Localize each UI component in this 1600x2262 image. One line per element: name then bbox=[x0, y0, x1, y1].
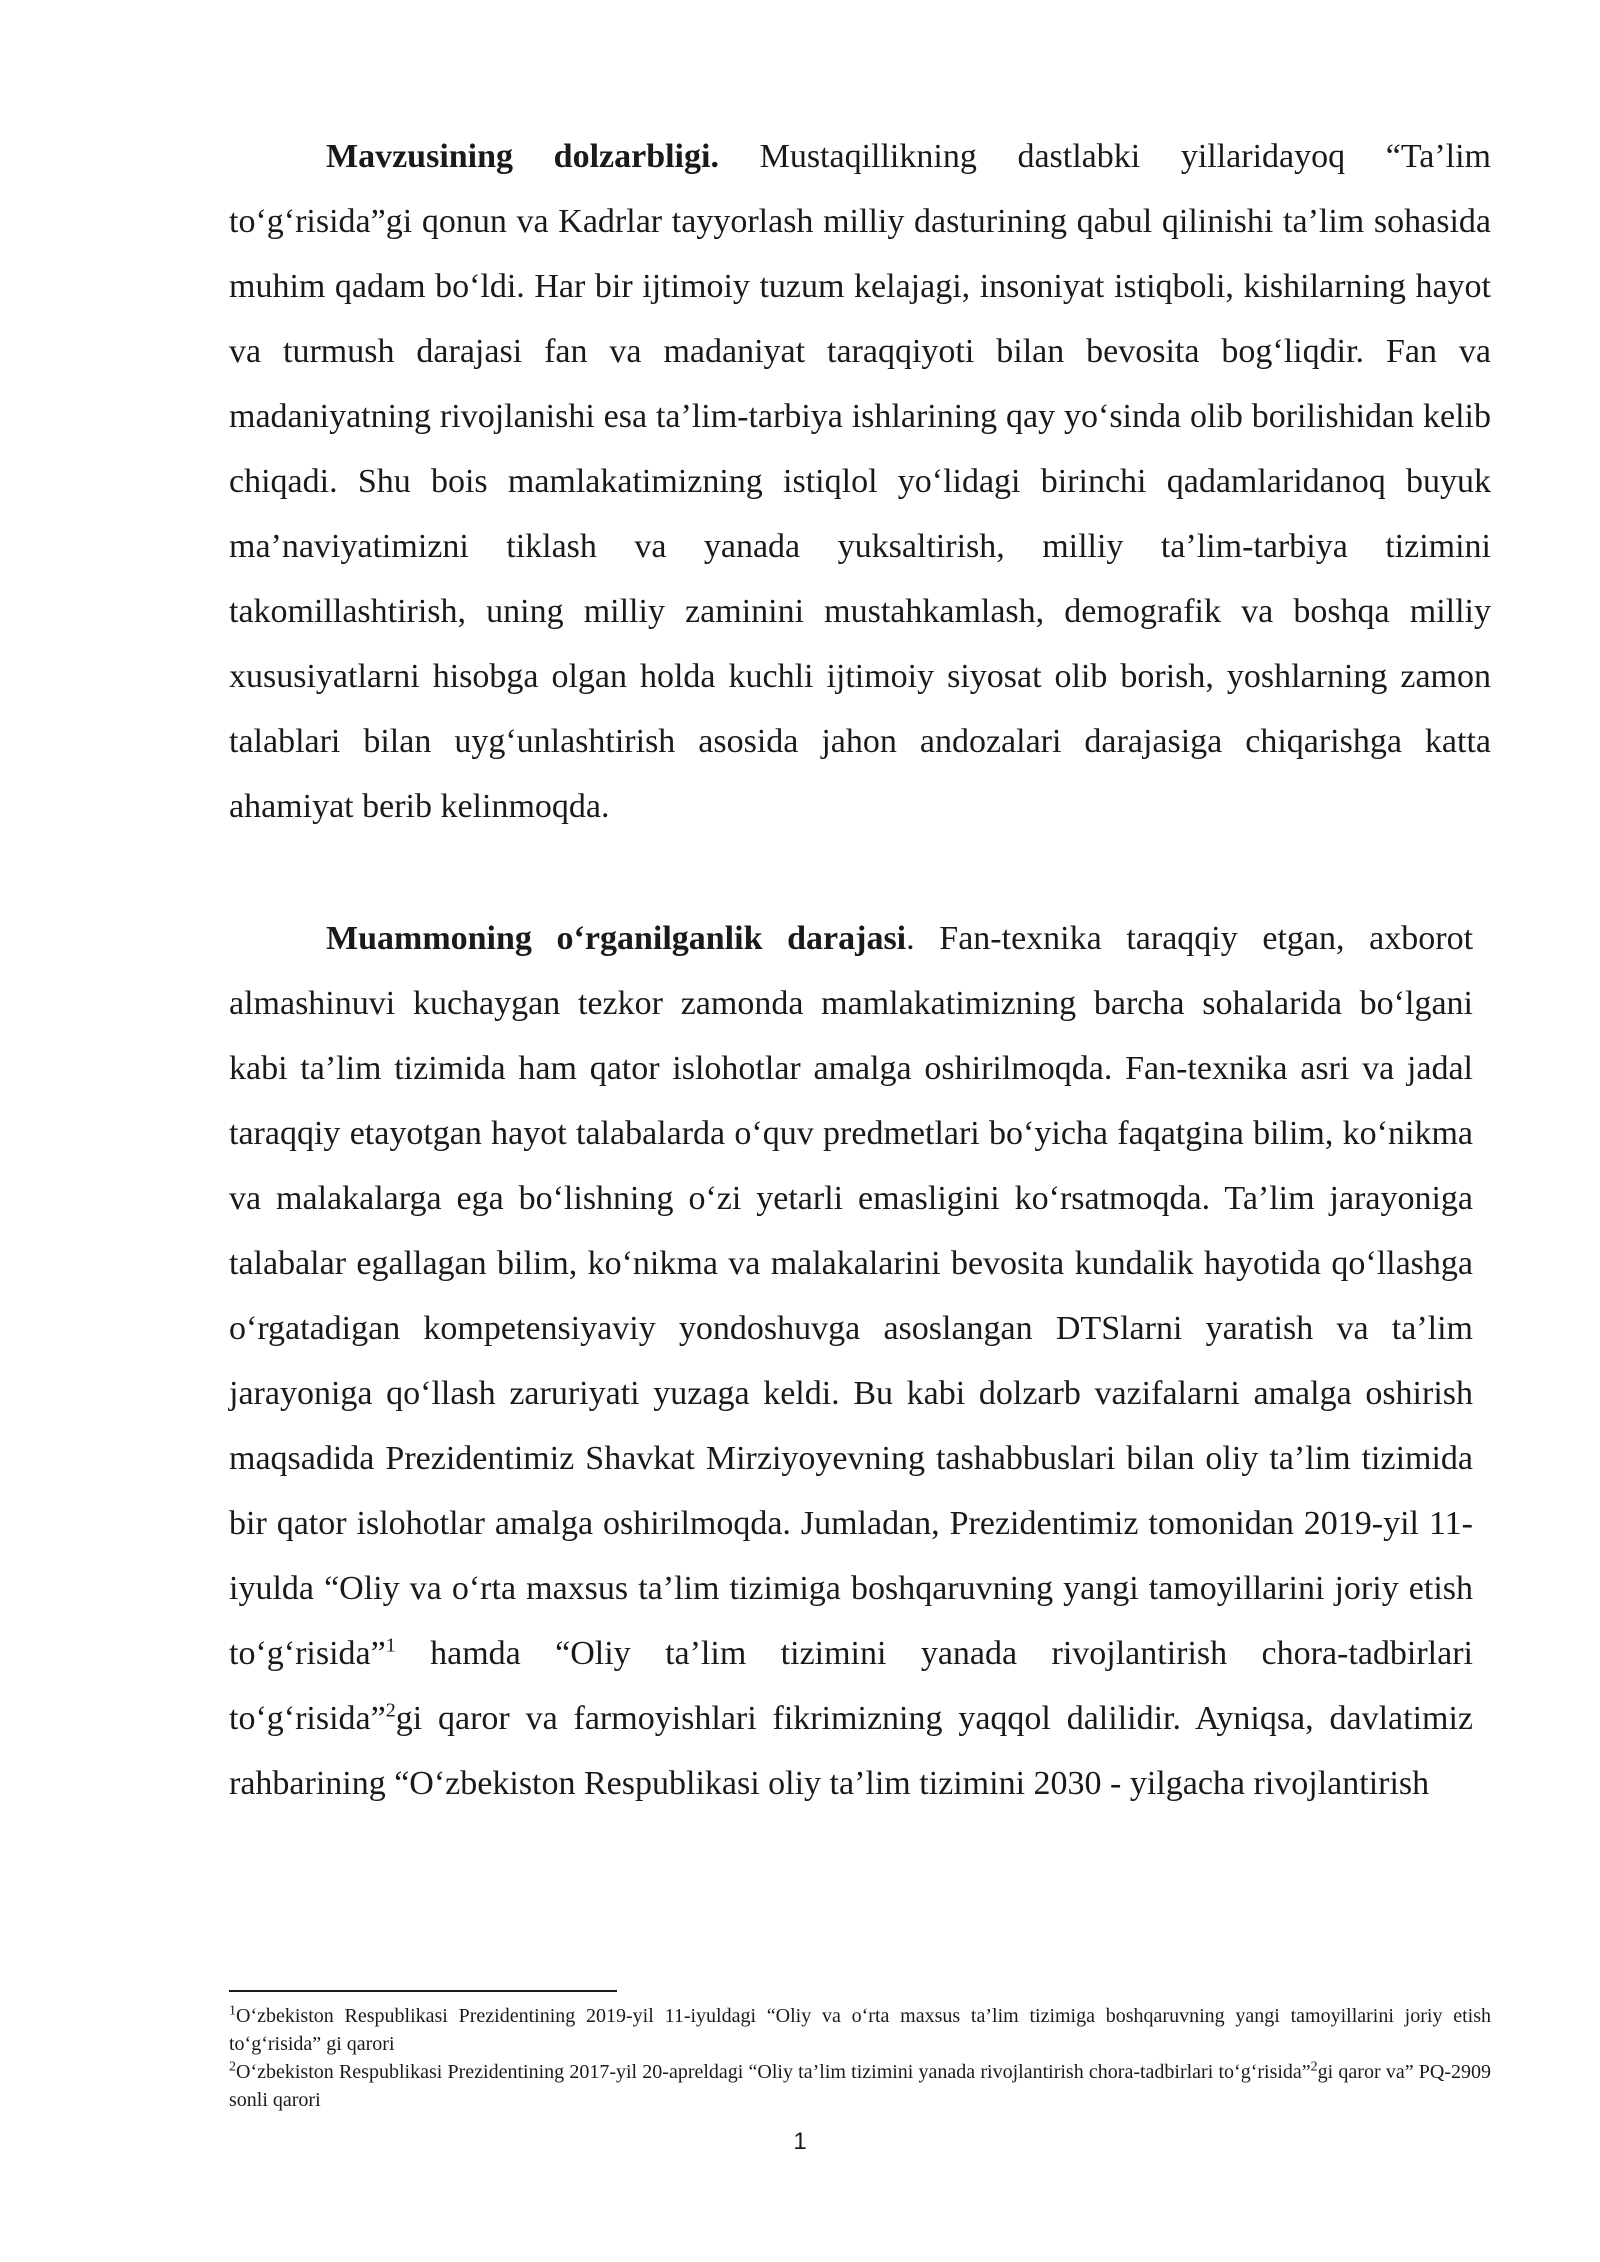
page-number: 1 bbox=[793, 2128, 807, 2155]
footnote-reference-2[interactable]: 2 bbox=[385, 1699, 396, 1722]
paragraph-relevance bbox=[229, 124, 1491, 839]
footnote-2-text-a: O‘zbekiston Respublikasi Prezidentining 2017-yil 20-apreldagi “Oliy ta’lim tizimini yanada rivojlantirish chora-tadbirlari to‘g‘risida” bbox=[236, 2061, 1311, 2083]
heading-study-level-period: . bbox=[906, 920, 915, 957]
footnote-reference-1[interactable]: 1 bbox=[385, 1634, 396, 1657]
paragraph-study-level-text-a: Fan-texnika taraqqiy etgan, axborot almashinuvi kuchaygan tezkor zamonda mamlakatimizning barcha sohalarida bo‘lgani kabi ta’lim tizimida ham qator islohotlar amalga oshirilmoqda. Fan-texnika asri va jadal taraqqiy etayotgan hayot talabalarda o‘quv predmetlari bo‘yicha faqatgina bilim, ko‘nikma va malakalarga ega bo‘lishning o‘zi yetarli emasligini ko‘rsatmoqda. Ta’lim jarayoniga talabalar egallagan bilim, ko‘nikma va malakalarini bevosita kundalik hayotida qo‘llashga o‘rgatadigan kompetensiyaviy yondoshuvga asoslangan DTSlarni yaratish va ta’lim jarayoniga qo‘llash zaruriyati yuzaga keldi. Bu kabi dolzarb vazifalarni amalga oshirish maqsadida Prezidentimiz Shavkat Mirziyoyevning tashabbuslari bilan oliy ta’lim tizimida bir qator islohotlar amalga oshirilmoqda. Jumladan, Prezidentimiz tomonidan 2019-yil 11-iyulda “Oliy va o‘rta maxsus ta’lim tizimiga boshqaruvning yangi tamoyillarini joriy etish to‘g‘risida” bbox=[229, 920, 1474, 1672]
paragraph-study-level-text-b: hamda “Oliy ta’lim tizimini yanada rivojlantirish chora-tadbirlari to‘g‘risida” bbox=[229, 1635, 1473, 1737]
heading-study-level: Muammoning o‘rganilganlik darajasi bbox=[326, 920, 907, 957]
paragraph-study-level bbox=[229, 906, 1473, 1816]
paragraph-relevance-text: Mustaqillikning dastlabki yillaridayoq “Ta’lim to‘g‘risida”gi qonun va Kadrlar tayyorlash milliy dasturining qabul qilinishi ta’lim sohasida muhim qadam bo‘ldi. Har bir ijtimoiy tuzum kelajagi, insoniyat istiqboli, kishilarning hayot va turmush darajasi fan va madaniyat taraqqiyoti bilan bevosita bog‘liqdir. Fan va madaniyatning rivojlanishi esa ta’lim-tarbiya ishlarining qay yo‘sinda olib borilishidan kelib chiqadi. Shu bois mamlakatimizning istiqlol yo‘lidagi birinchi qadamlaridanoq buyuk ma’naviyatimizni tiklash va yanada yuksaltirish, milliy ta’lim-tarbiya tizimini takomillashtirish, uning milliy zaminini mustahkamlash, demografik va boshqa milliy xususiyatlarni hisobga olgan holda kuchli ijtimoiy siyosat olib borish, yoshlarning zamon talablari bilan uyg‘unlashtirish asosida jahon andozalari darajasiga chiqarishga katta ahamiyat berib kelinmoqda. bbox=[229, 138, 1491, 825]
footnote-2-inner-mark: 2 bbox=[1310, 2059, 1318, 2075]
footnote-mark-2: 2 bbox=[229, 2059, 236, 2075]
footnote-mark-1: 1 bbox=[229, 2003, 236, 2019]
heading-relevance: Mavzusining dolzarbligi. bbox=[326, 138, 719, 175]
footnote-1 bbox=[229, 2002, 1491, 2058]
footnote-1-text: O‘zbekiston Respublikasi Prezidentining 2019-yil 11-iyuldagi “Oliy va o‘rta maxsus ta’lim tizimiga boshqaruvning yangi tamoyillarini joriy etish to‘g‘risida” gi qarori bbox=[229, 2005, 1491, 2055]
footnote-2-text-b: gi qaror va” PQ-2909 sonli qarori bbox=[229, 2061, 1491, 2111]
footnote-separator bbox=[229, 1990, 617, 1992]
footnote-2 bbox=[229, 2058, 1491, 2114]
footnotes bbox=[229, 2002, 1491, 2114]
paragraph-study-level-text-c: gi qaror va farmoyishlari fikrimizning yaqqol dalilidir. Ayniqsa, davlatimiz rahbarining “O‘zbekiston Respublikasi oliy ta’lim tizimini 2030 - yilgacha rivojlantirish bbox=[229, 1700, 1473, 1802]
